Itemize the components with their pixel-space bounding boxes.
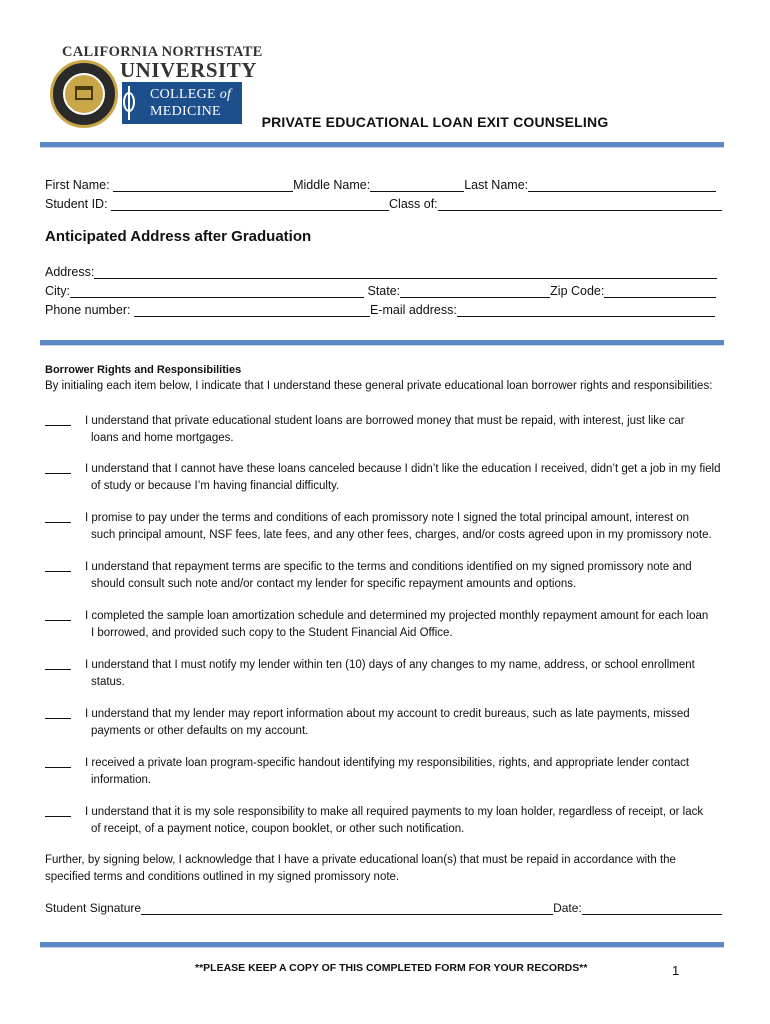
email-field[interactable] bbox=[457, 302, 715, 317]
page-number: 1 bbox=[672, 963, 680, 978]
logo-wordmark bbox=[62, 44, 263, 82]
college-of-label: of bbox=[219, 87, 232, 102]
state-field[interactable] bbox=[400, 283, 550, 298]
acknowledgement-text: Further, by signing below, I acknowledge that I have a private educational loan(s) that must be repaid in accordance with the specified terms and conditions outlined in my signed promissory note. bbox=[45, 854, 676, 883]
city-field[interactable] bbox=[70, 283, 364, 298]
zip-field[interactable] bbox=[604, 283, 716, 298]
address-field[interactable] bbox=[94, 264, 717, 279]
address-row bbox=[45, 264, 717, 279]
logo-line-1: CALIFORNIA NORTHSTATE bbox=[62, 44, 263, 60]
medicine-label: MEDICINE bbox=[150, 104, 221, 119]
initial-field[interactable] bbox=[45, 657, 71, 670]
initial-field[interactable] bbox=[45, 608, 71, 621]
initial-field[interactable] bbox=[45, 706, 71, 719]
city-row bbox=[45, 283, 716, 298]
first-name-label: First Name: bbox=[45, 178, 110, 192]
initial-field[interactable] bbox=[45, 804, 71, 817]
logo-line-2: UNIVERSITY bbox=[120, 58, 257, 82]
footer-note: **PLEASE KEEP A COPY OF THIS COMPLETED FORM FOR YOUR RECORDS** bbox=[195, 962, 588, 974]
initial-field[interactable] bbox=[45, 755, 71, 768]
phone-label: Phone number: bbox=[45, 303, 131, 317]
divider bbox=[40, 942, 724, 948]
rights-heading: Borrower Rights and Responsibilities bbox=[45, 364, 242, 376]
name-row bbox=[45, 177, 716, 192]
student-signature-label: Student Signature bbox=[45, 901, 142, 915]
address-label: Address: bbox=[45, 265, 95, 279]
phone-field[interactable] bbox=[134, 302, 370, 317]
date-field[interactable] bbox=[582, 900, 722, 915]
last-name-label: Last Name: bbox=[464, 178, 529, 192]
class-of-label: Class of: bbox=[389, 197, 438, 211]
middle-name-label: Middle Name: bbox=[293, 178, 371, 192]
middle-name-field[interactable] bbox=[370, 177, 464, 192]
id-row bbox=[45, 196, 722, 211]
zip-label: Zip Code: bbox=[550, 284, 605, 298]
college-label: COLLEGE bbox=[150, 87, 216, 102]
page-title: PRIVATE EDUCATIONAL LOAN EXIT COUNSELING bbox=[261, 114, 609, 130]
student-id-field[interactable] bbox=[111, 196, 389, 211]
initial-field[interactable] bbox=[45, 461, 71, 474]
contact-row bbox=[45, 302, 715, 317]
student-signature-field[interactable] bbox=[141, 900, 553, 915]
address-section-heading: Anticipated Address after Graduation bbox=[45, 228, 312, 245]
rights-intro: By initialing each item below, I indicate that I understand these general private educational loan borrower rights and responsibilities: bbox=[45, 380, 713, 392]
email-label: E-mail address: bbox=[369, 303, 457, 317]
date-label: Date: bbox=[553, 901, 582, 915]
signature-row bbox=[45, 900, 722, 915]
student-id-label: Student ID: bbox=[45, 197, 108, 211]
first-name-field[interactable] bbox=[113, 177, 293, 192]
divider bbox=[40, 340, 724, 346]
state-label: State: bbox=[367, 284, 401, 298]
class-of-field[interactable] bbox=[438, 196, 722, 211]
last-name-field[interactable] bbox=[528, 177, 716, 192]
initial-field[interactable] bbox=[45, 510, 71, 523]
city-label: City: bbox=[45, 284, 70, 298]
divider bbox=[40, 142, 724, 148]
initial-field[interactable] bbox=[45, 413, 71, 426]
initial-field[interactable] bbox=[45, 559, 71, 572]
